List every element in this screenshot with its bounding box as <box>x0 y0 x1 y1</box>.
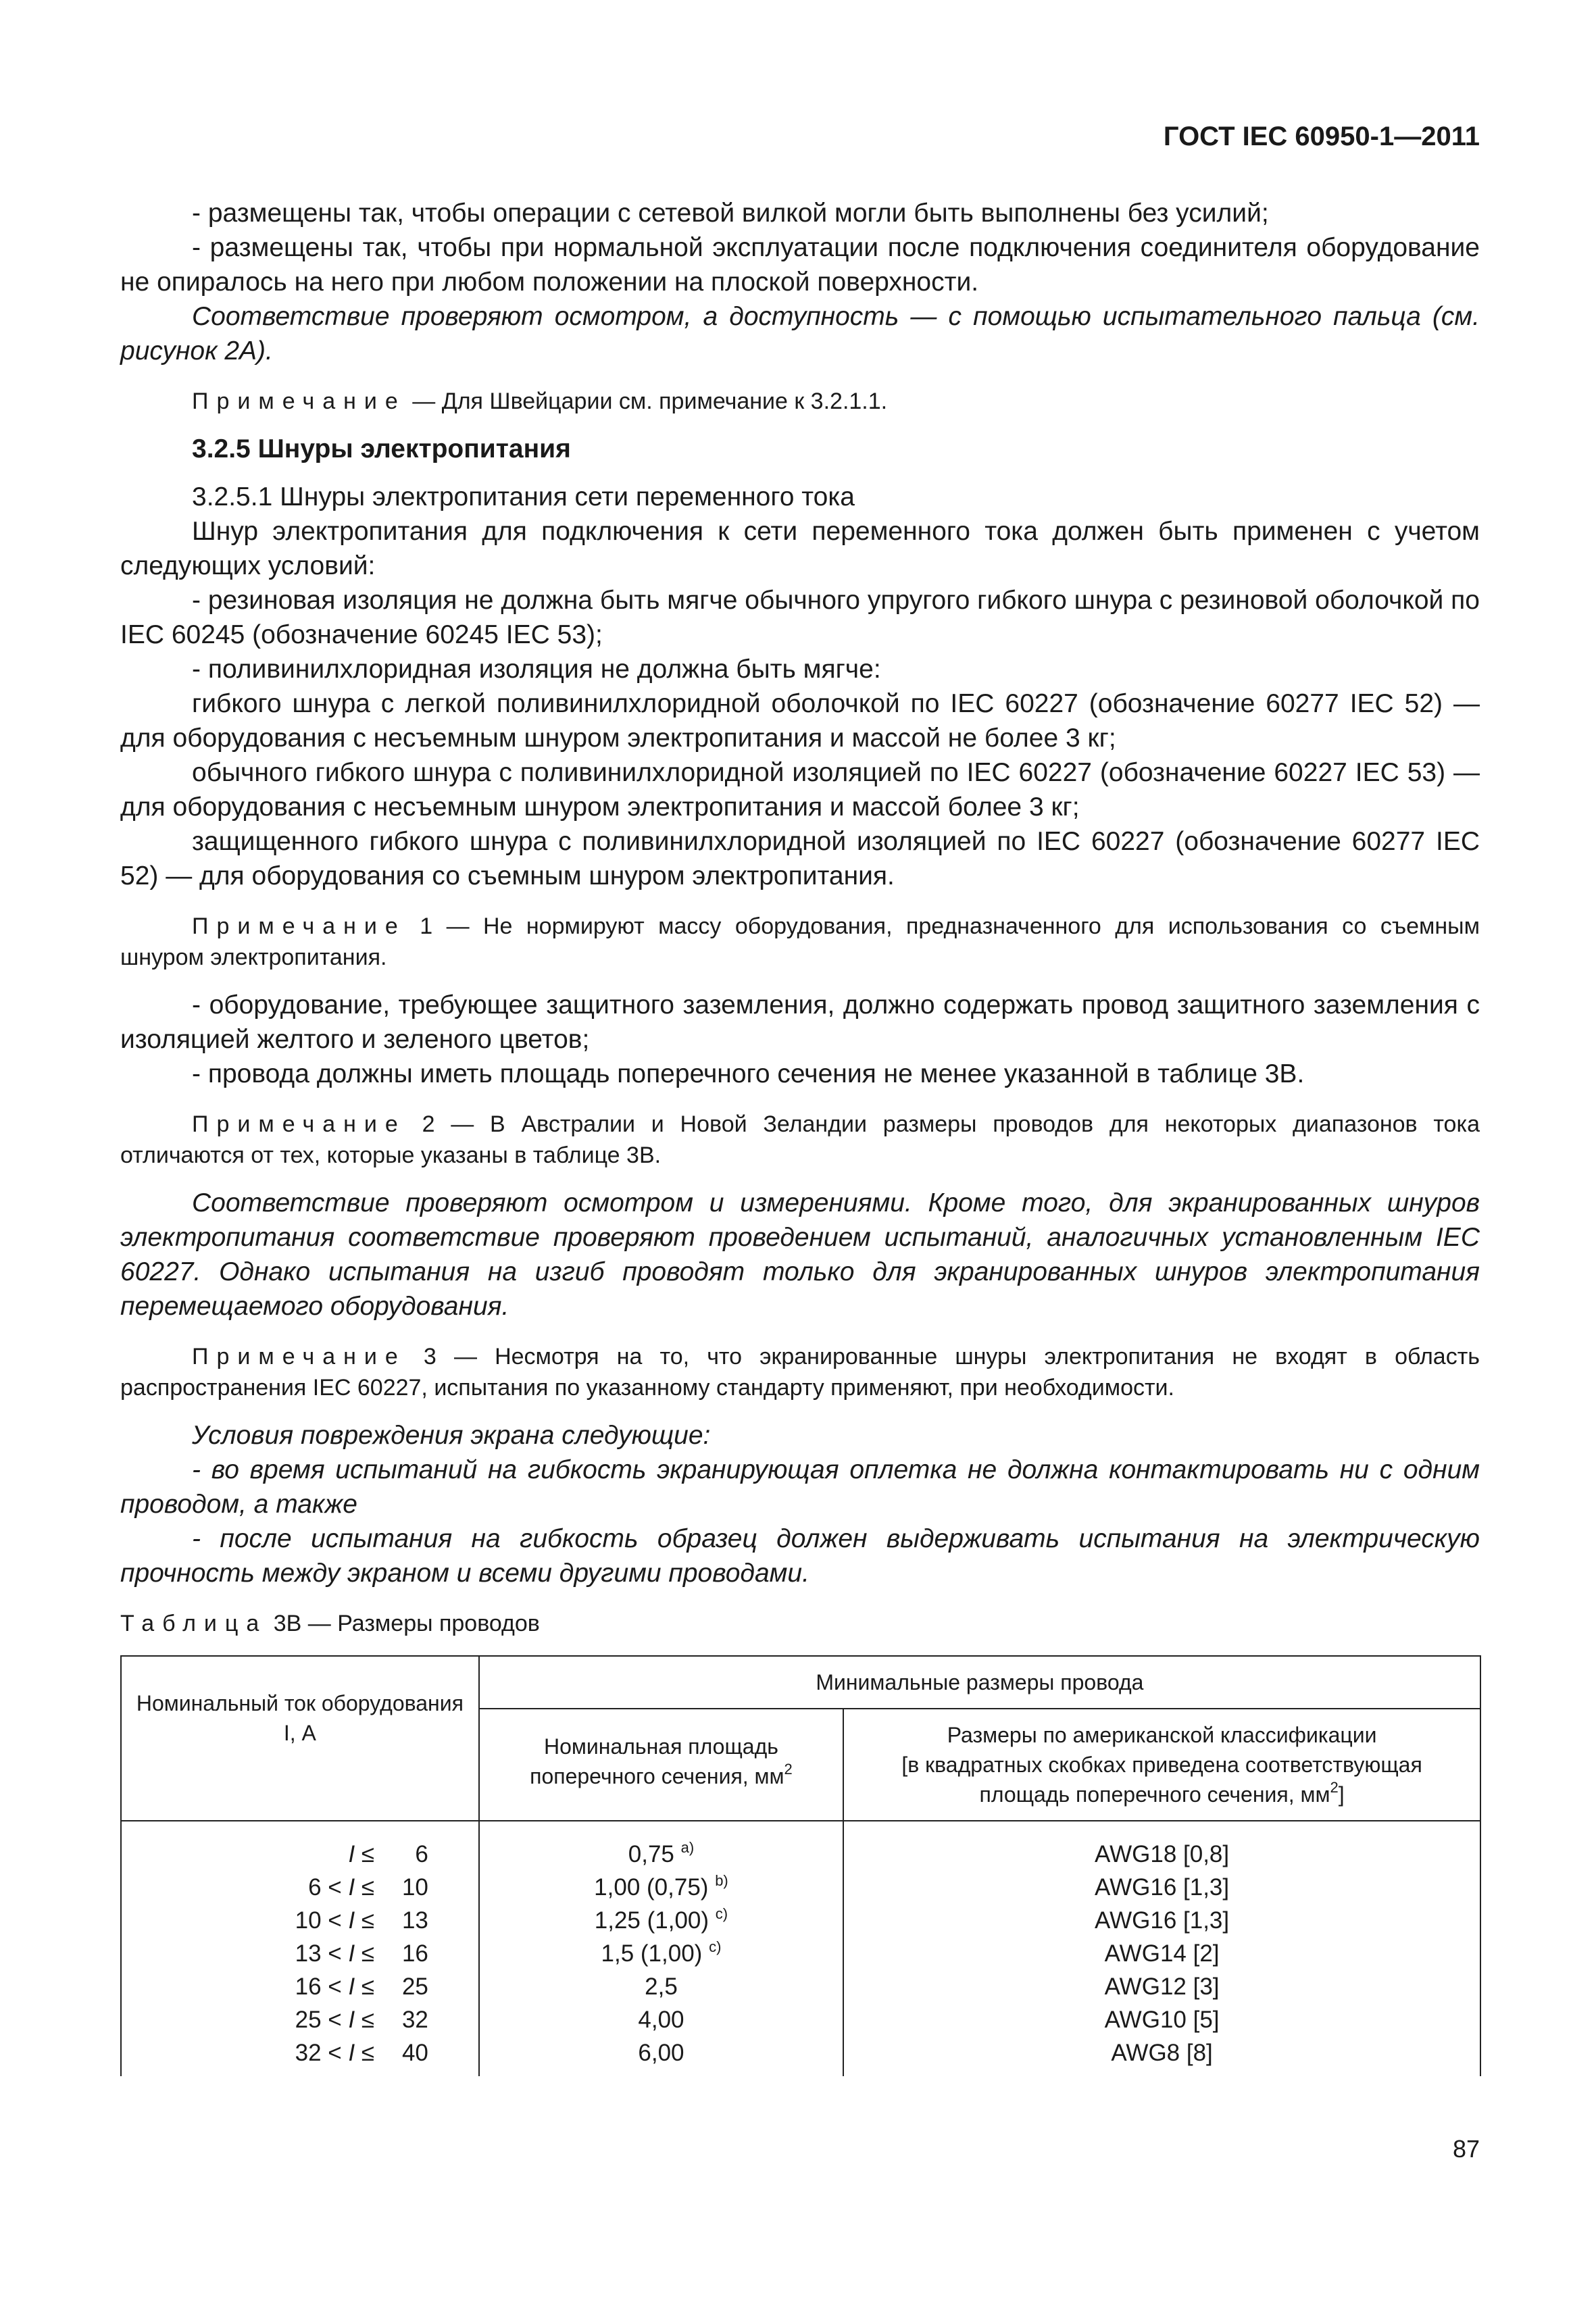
standard-header: ГОСТ IEC 60950-1—2011 <box>1163 122 1480 151</box>
superscript: 2 <box>784 1761 793 1778</box>
current-range <box>172 2003 428 2036</box>
section-heading: 3.2.5 Шнуры электропитания <box>192 434 571 463</box>
current-range-cell <box>121 1970 479 2003</box>
paragraph: - резиновая изоляция не должна быть мягче обычного упругого гибкого шнура с резиновой оболочкой по IEC 60245 (обозначение 60245 IEC 53); <box>120 586 1480 649</box>
area-cell <box>479 1970 843 2003</box>
note <box>120 911 1480 973</box>
current-symbol: I ≤ <box>348 1940 381 1967</box>
area-cell <box>479 1937 843 1970</box>
range-lower: 6 < <box>308 1874 342 1901</box>
paragraph: - размещены так, чтобы операции с сетевой вилкой могли быть выполнены без усилий; <box>192 199 1269 228</box>
footnote-mark: a) <box>680 1839 695 1856</box>
table-row <box>121 2036 1480 2076</box>
paragraph: - провода должны иметь площадь поперечного сечения не менее указанной в таблице 3В. <box>192 1059 1305 1088</box>
area-value: 2,5 <box>645 1973 678 2000</box>
area-value: 4,00 <box>638 2007 684 2033</box>
col-header-area-text: Номинальная площадь поперечного сечения, мм <box>530 1734 784 1788</box>
area-value: 1,5 (1,00) <box>601 1940 703 1967</box>
current-range <box>172 1970 428 2003</box>
paragraph-italic: - во время испытаний на гибкость экранирующая оплетка не должна контактировать ни с одним проводом, а также <box>120 1455 1480 1519</box>
table-caption <box>120 1608 540 1639</box>
note <box>120 1109 1480 1171</box>
paragraph-italic: Соответствие проверяют осмотром, а доступность — с помощью испытательного пальца (см. рисунок 2А). <box>120 302 1480 366</box>
note <box>120 386 1480 417</box>
footnote-mark: c) <box>709 1938 722 1955</box>
table-body <box>121 1821 1480 2076</box>
note <box>120 1341 1480 1403</box>
current-range <box>172 2036 428 2069</box>
note-label: Примечание <box>192 1111 406 1137</box>
paragraph: - размещены так, чтобы при нормальной эксплуатации после подключения соединителя оборудование не опиралось на него при любом положении на плоской поверхности. <box>120 233 1480 297</box>
range-upper: 13 <box>401 1907 428 1934</box>
paragraph: защищенного гибкого шнура с поливинилхлоридной изоляцией по IEC 60227 (обозначение 60277 IEC 52) — для оборудования со съемным шнуром электропитания. <box>120 827 1480 890</box>
table-row <box>121 1904 1480 1937</box>
current-symbol: I ≤ <box>348 1973 381 2000</box>
awg-cell: AWG8 [8] <box>843 2036 1480 2076</box>
range-upper: 32 <box>401 2007 428 2033</box>
current-symbol: I ≤ <box>348 1841 381 1867</box>
col-header-awg: Размеры по американской классификации [в квадратных скобках приведена соответствующая площадь поперечного сечения, $мм^2$] <box>843 1709 1480 1821</box>
current-range-cell <box>121 1871 479 1904</box>
footnote-mark: b) <box>715 1872 728 1889</box>
note-label: Примечание <box>192 913 406 939</box>
current-range-cell <box>121 2003 479 2036</box>
table-row <box>121 1937 1480 1970</box>
awg-cell: AWG10 [5] <box>843 2003 1480 2036</box>
current-symbol: I ≤ <box>348 1874 381 1901</box>
paragraph: 3.2.5.1 Шнуры электропитания сети переменного тока <box>192 482 855 511</box>
table-caption-text: 3В — Размеры проводов <box>267 1611 540 1636</box>
current-range <box>172 1904 428 1937</box>
area-cell <box>479 1821 843 1871</box>
note-label: Примечание <box>192 1344 406 1369</box>
range-upper: 16 <box>401 1940 428 1967</box>
awg-cell: AWG18 [0,8] <box>843 1821 1480 1871</box>
area-cell <box>479 2003 843 2036</box>
note-text: 1 — Не нормируют массу оборудования, предназначенного для использования со съемным шнуром электропитания. <box>120 913 1480 970</box>
table-row <box>121 1970 1480 2003</box>
paragraph: гибкого шнура с легкой поливинилхлоридной оболочкой по IEC 60227 (обозначение 60277 IEC 52) — для оборудования с несъемным шнуром электропитания и массой не более 3 кг; <box>120 689 1480 753</box>
range-lower: 25 < <box>295 2007 342 2033</box>
col-header-awg-line2: [в квадратных скобках приведена соответствующая площадь поперечного сечения, мм <box>901 1753 1422 1807</box>
area-cell <box>479 1871 843 1904</box>
awg-cell: AWG16 [1,3] <box>843 1904 1480 1937</box>
awg-cell: AWG14 [2] <box>843 1937 1480 1970</box>
note-label: Примечание <box>192 388 406 414</box>
current-range-cell <box>121 1904 479 1937</box>
paragraph: - поливинилхлоридная изоляция не должна быть мягче: <box>192 655 881 684</box>
paragraph-italic: Условия повреждения экрана следующие: <box>192 1421 711 1450</box>
current-symbol: I ≤ <box>348 1907 381 1934</box>
table-row <box>121 2003 1480 2036</box>
note-text: 3 — Несмотря на то, что экранированные шнуры электропитания не входят в область распространения IEC 60227, испытания по указанному стандарту применяют, при необходимости. <box>120 1344 1480 1401</box>
current-range <box>172 1937 428 1970</box>
range-upper: 40 <box>401 2040 428 2066</box>
range-upper: 10 <box>401 1874 428 1901</box>
area-value: 6,00 <box>638 2040 684 2066</box>
paragraph-italic: Соответствие проверяют осмотром и измерениями. Кроме того, для экранированных шнуров электропитания соответствие проверяют проведением испытаний, аналогичных установленным IEC 60227. Однако испытания на изгиб проводят только для экранированных шнуров электропитания перемещаемого оборудования. <box>120 1188 1480 1321</box>
paragraph: - оборудование, требующее защитного заземления, должно содержать провод защитного заземления с изоляцией желтого и зеленого цветов; <box>120 990 1480 1054</box>
note-text: 2 — В Австралии и Новой Зеландии размеры проводов для некоторых диапазонов тока отличаются от тех, которые указаны в таблице 3В. <box>120 1111 1480 1168</box>
current-range <box>172 1871 428 1904</box>
body-text <box>120 196 1480 1590</box>
current-symbol: I ≤ <box>348 2040 381 2066</box>
group-header: Минимальные размеры провода <box>479 1656 1480 1709</box>
table-row <box>121 1821 1480 1871</box>
awg-cell: AWG12 [3] <box>843 1970 1480 2003</box>
current-range-cell <box>121 1821 479 1871</box>
range-lower: 13 < <box>295 1940 342 1967</box>
area-value: 1,25 (1,00) <box>594 1907 709 1934</box>
range-upper: 25 <box>401 1973 428 2000</box>
table-row <box>121 1871 1480 1904</box>
footnote-mark: c) <box>715 1905 728 1922</box>
superscript: 2 <box>1330 1779 1339 1796</box>
range-lower: 10 < <box>295 1907 342 1934</box>
awg-cell: AWG16 [1,3] <box>843 1871 1480 1904</box>
page-number: 87 <box>1452 2135 1480 2163</box>
range-upper: 6 <box>415 1841 428 1867</box>
area-value: 0,75 <box>628 1841 674 1867</box>
col-header-awg-line1: Размеры по американской классификации <box>947 1723 1377 1747</box>
current-range-cell <box>121 1937 479 1970</box>
wire-sizes-table <box>120 1655 1481 2076</box>
paragraph: обычного гибкого шнура с поливинилхлоридной изоляцией по IEC 60227 (обозначение 60227 IEC 53) — для оборудования с несъемным шнуром электропитания и массой более 3 кг; <box>120 758 1480 822</box>
range-lower: 32 < <box>295 2040 342 2066</box>
col-header-area <box>479 1709 843 1821</box>
current-symbol: I ≤ <box>348 2007 381 2033</box>
paragraph-italic: - после испытания на гибкость образец должен выдерживать испытания на электрическую прочность между экраном и всеми другими проводами. <box>120 1524 1480 1588</box>
range-lower: 16 < <box>295 1973 342 2000</box>
col-header-current: Номинальный ток оборудования I, А <box>121 1656 479 1821</box>
table-caption-label: Таблица <box>120 1611 268 1636</box>
note-text: — Для Швейцарии см. примечание к 3.2.1.1. <box>405 388 888 414</box>
paragraph: Шнур электропитания для подключения к сети переменного тока должен быть применен с учетом следующих условий: <box>120 517 1480 580</box>
area-cell <box>479 1904 843 1937</box>
current-range-cell <box>121 2036 479 2076</box>
current-range <box>172 1838 428 1871</box>
area-cell <box>479 2036 843 2076</box>
area-value: 1,00 (0,75) <box>594 1874 709 1901</box>
